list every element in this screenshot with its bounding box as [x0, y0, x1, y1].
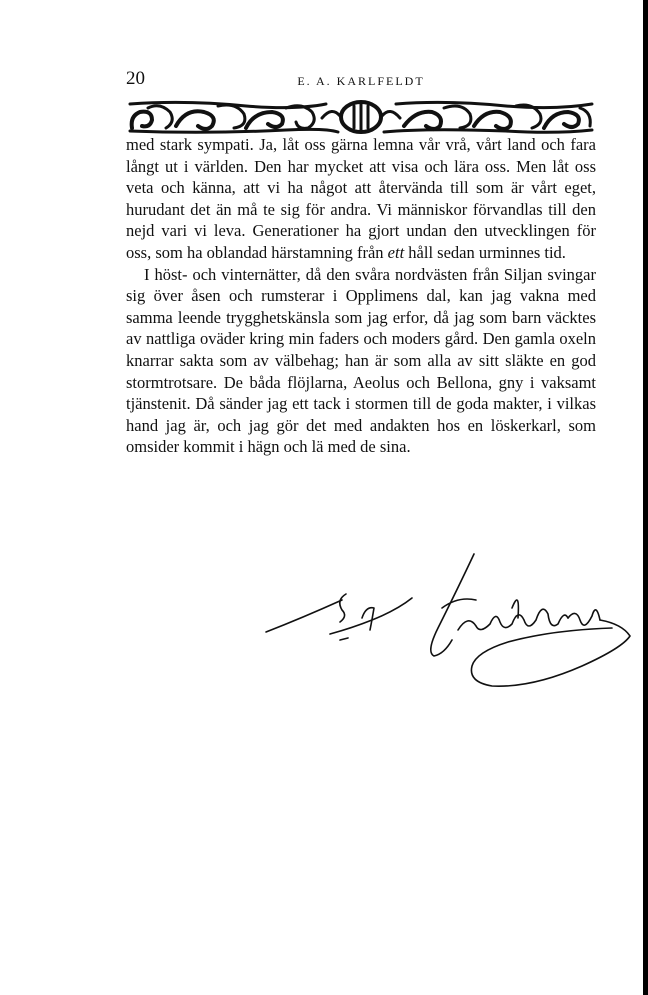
paragraph-1 [126, 134, 596, 264]
page-number: 20 [126, 68, 145, 89]
paragraph-1-emphasis: ett [387, 242, 405, 262]
running-head: E. A. KARLFELDT [297, 74, 425, 88]
page-header [126, 68, 596, 92]
body-text [126, 134, 596, 458]
page-edge-border [643, 0, 648, 995]
paragraph-1-tail: håll sedan urminnes tid. [404, 242, 566, 262]
paragraph-2: I höst- och vinternätter, då den svåra nordvästen från Siljan svingar sig över åsen och rumsterar i Opplimens dal, kan jag vakna med samma leende trygghetskänsla som jag erfor, då jag som barn väcktes av nattliga oväder kring min faders och moders gård. Den gamla oxeln knarrar sakta som av välbehag; han är som alla av sitt släkte en god stormtrotsare. De båda flöjlarna, Aeolus och Bellona, gny i vaksamt tjänstenit. Då sänder jag ett tack i stormen till de goda makter, i vilkas hand jag är, och jag gör det med andakten hos en löskerkarl, som omsider kommit i hägn och lä med de sina. [126, 264, 596, 457]
decorative-ornament-band-icon [126, 98, 596, 136]
paragraph-1-text: med stark sympati. Ja, låt oss gärna lemna vår vrå, vårt land och fara långt ut i världen. Den har mycket att visa och lära oss. Men låt oss veta och känna, att vi ha något att återvända till som är vårt eget, hurudant det än må te sig för andra. Vi människor förvandlas till den nejd vari vi leva. Generationer ha gjort undan den utvecklingen för oss, som ha oblandad härstamning från [126, 135, 596, 262]
handwritten-signature-icon [262, 548, 632, 698]
